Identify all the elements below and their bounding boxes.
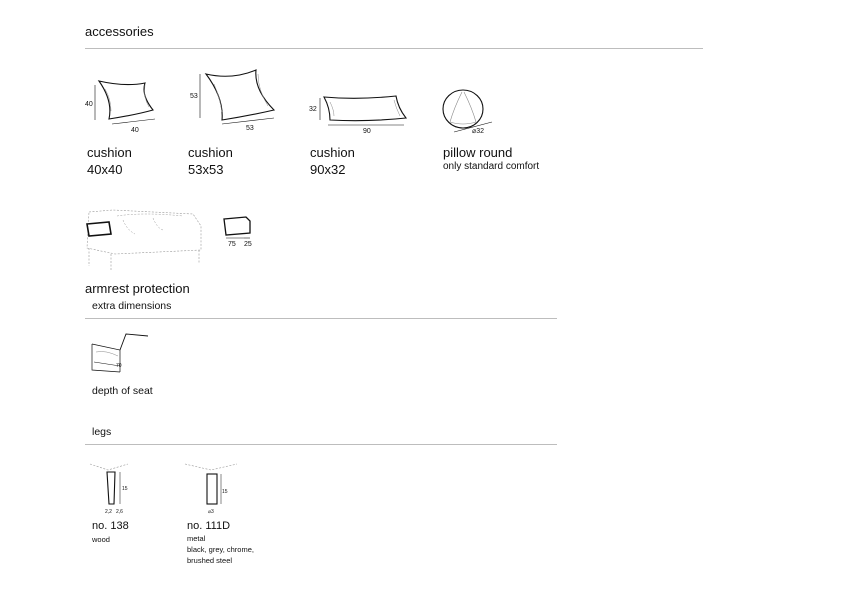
leg-111d-diameter: ⌀3 [208,509,214,515]
armrest-dim-a: 75 [228,241,236,248]
cushion-90x32-size: 90x32 [310,162,346,177]
cushion-90x32-width: 90 [363,128,371,135]
legs-heading: legs [92,426,112,438]
leg-111d-height: 15 [222,489,228,495]
leg-138-icon [88,460,148,516]
heading-divider [85,48,703,49]
cushion-53x53-width: 53 [246,125,254,132]
pillow-note: only standard comfort [443,161,540,172]
extra-dimensions-heading: extra dimensions [92,300,172,312]
leg-138-dim-a: 2,2 [105,509,112,515]
leg-111d-finish: brushed steel [187,556,233,565]
seat-depth-label: depth of seat [92,385,153,397]
pillow-title: pillow round [443,145,513,160]
leg-138-dim-b: 2,6 [116,509,123,515]
cushion-53x53-title: cushion [188,145,233,160]
cushion-40x40-height: 40 [85,101,93,108]
cushion-90x32-title: cushion [310,145,355,160]
leg-138-name: no. 138 [92,520,129,532]
cushion-40x40-icon [85,75,165,135]
armrest-cover-icon [222,215,262,251]
leg-111d-colors: black, grey, chrome, [187,545,254,554]
leg-138-height: 15 [122,486,128,492]
page-title: accessories [85,24,154,39]
cushion-53x53-size: 53x53 [188,162,224,177]
cushion-40x40-size: 40x40 [87,162,123,177]
round-pillow-icon [440,88,500,138]
armrest-dim-b: 25 [244,241,252,248]
cushion-90x32-icon [308,92,408,136]
armrest-title: armrest protection [85,281,190,296]
sofa-with-armrest-icon [83,208,208,273]
pillow-diameter: ⌀32 [472,128,485,135]
leg-111d-name: no. 111D [187,520,231,532]
extra-dimensions-divider [85,318,557,319]
cushion-53x53-height: 53 [190,93,198,100]
leg-111d-material: metal [187,534,206,543]
legs-divider [85,444,557,445]
seat-depth-dim: 70 [116,363,122,369]
cushion-90x32-height: 32 [309,106,317,113]
cushion-40x40-width: 40 [131,127,139,134]
cushion-40x40-title: cushion [87,145,132,160]
leg-138-material: wood [92,535,110,544]
seat-depth-icon [90,330,155,376]
leg-111d-icon [183,460,243,516]
cushion-53x53-icon [188,68,278,136]
